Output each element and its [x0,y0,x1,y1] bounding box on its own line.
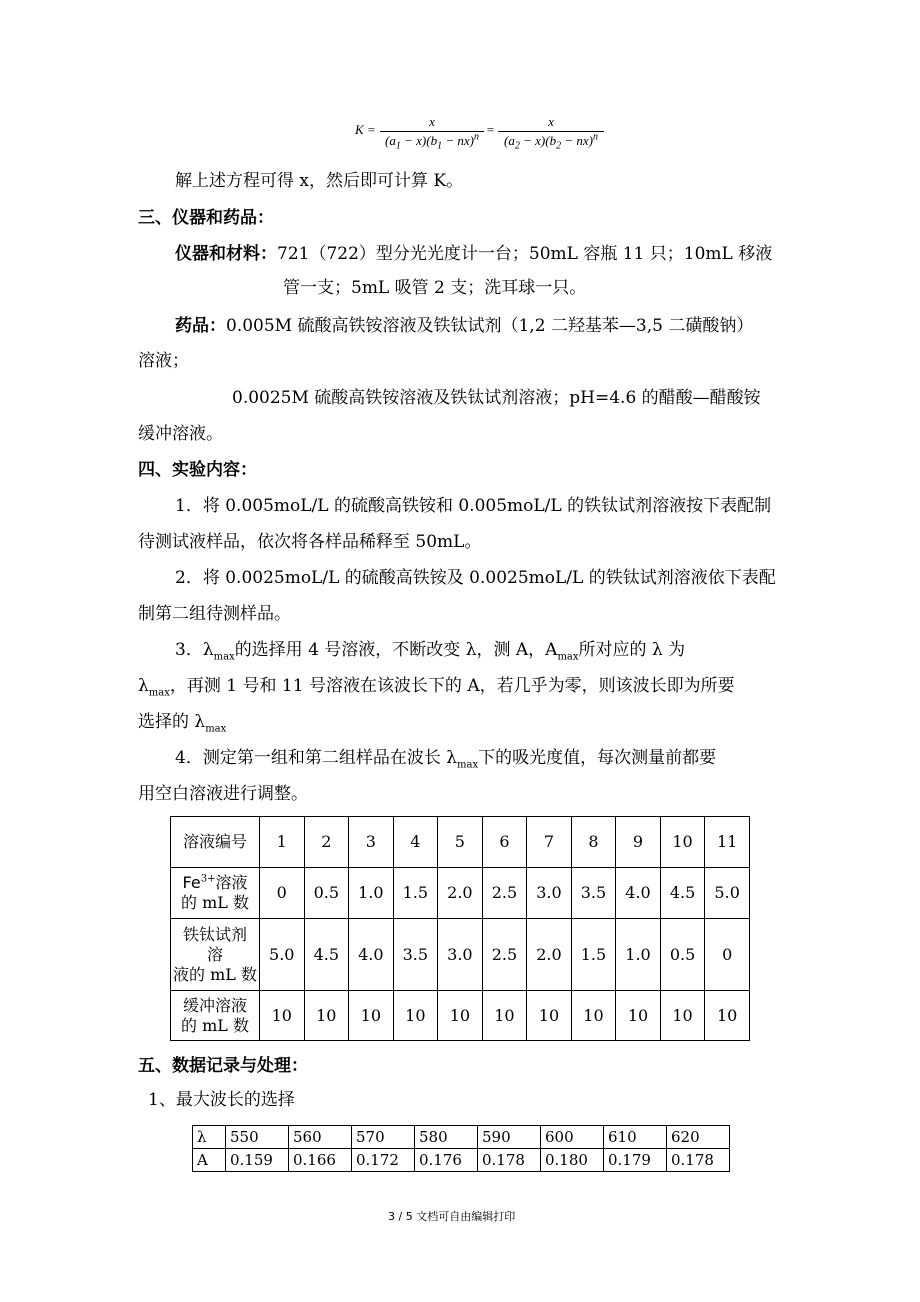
table-cell: 10 [393,991,438,1041]
table-cell: 10 [660,991,705,1041]
table-cell: 3.5 [571,868,616,919]
item3-line3: 选择的 $\lambda_{max}$ [138,712,227,735]
table-header-cell: $Fe^{3+}$溶液 的 mL 数 [171,868,260,919]
table-header-cell: λ [193,1126,226,1149]
section4-heading: 四、实验内容： [138,460,257,480]
table-cell: 10 [304,991,349,1041]
table-cell: 0.166 [289,1149,352,1172]
table-cell: 9 [616,817,661,868]
table-cell: 3.0 [438,919,483,991]
table-cell: 4.0 [349,919,394,991]
table-cell: 610 [604,1126,667,1149]
table-cell: 10 [438,991,483,1041]
table-cell: 5.0 [705,868,750,919]
table-cell: 600 [541,1126,604,1149]
table-cell: 5.0 [260,919,305,991]
formula-fraction-1: x $(a_1 - x)(b_1 - nx)^n$ [380,113,484,150]
table-cell: 3.5 [393,919,438,991]
formula-lhs: K = [355,122,376,137]
wavelength-table [192,1125,730,1172]
table-header-cell: 铁钛试剂 溶 液的 mL 数 [171,919,260,991]
table-cell: 550 [226,1126,289,1149]
table-cell: 10 [260,991,305,1041]
table-cell: 1.5 [393,868,438,919]
table-cell: 2.0 [438,868,483,919]
table-header-cell: A [193,1149,226,1172]
table-cell: 2.0 [527,919,572,991]
table-row-lambda [193,1126,730,1149]
table-cell: 1.0 [616,919,661,991]
para-solve: 解上述方程可得 x，然后即可计算 K。 [175,171,464,191]
table-cell: 560 [289,1126,352,1149]
table-cell: 3.0 [527,868,572,919]
table-cell: 4.5 [660,868,705,919]
table-row-ti [171,919,750,991]
section3-heading: 三、仪器和药品： [138,208,274,228]
formula-fraction-2: x $(a_2 - x)(b_2 - nx)^n$ [498,113,604,150]
drugs-line2: 溶液； [138,351,189,371]
section5-heading: 五、数据记录与处理： [138,1056,308,1076]
drugs-label: 药品： [175,316,226,336]
item1-line1: 1．将 0.005moL/L 的硫酸高铁铵和 0.005moL/L 的铁钛试剂溶液按下表配制 [175,496,772,516]
table-cell: 0.178 [478,1149,541,1172]
table-cell: 5 [438,817,483,868]
drugs-line4: 缓冲溶液。 [138,424,223,444]
item4-line1: 4．测定第一组和第二组样品在波长 $\lambda_{max}$下的吸光度值，每次测量前都要 [175,748,717,771]
table-cell: 0 [705,919,750,991]
table-header-cell: 缓冲溶液 的 mL 数 [171,991,260,1041]
solution-table [170,816,750,1041]
page-footer: 3 / 5 文档可自由编辑打印 [388,1210,516,1223]
table-cell: 1.0 [349,868,394,919]
table-cell: 620 [667,1126,730,1149]
table-cell: 2.5 [482,868,527,919]
table-cell: 6 [482,817,527,868]
table-cell: 0.5 [304,868,349,919]
item4-line2: 用空白溶液进行调整。 [138,784,308,804]
table-cell: 590 [478,1126,541,1149]
table-header-cell: 溶液编号 [171,817,260,868]
table-cell: 8 [571,817,616,868]
table-cell: 10 [616,991,661,1041]
section5-sub1: 1、最大波长的选择 [148,1090,295,1110]
item3-line1: 3．$\lambda_{max}$的选择用 4 号溶液，不断改变 λ，测 A，$A_{max}$所对应的 λ 为 [175,640,686,663]
table-row-fe [171,868,750,919]
table-cell: 4 [393,817,438,868]
table-cell: 0.179 [604,1149,667,1172]
instruments-line1: 仪器和材料：721（722）型分光光度计一台；50mL 容瓶 11 只；10mL 移液 [175,244,773,264]
table-cell: 570 [352,1126,415,1149]
formula-equals: = [486,122,495,137]
instruments-label: 仪器和材料： [175,244,277,264]
table-row-number [171,817,750,868]
table-cell: 0 [260,868,305,919]
item3-line2: $\lambda_{max}$，再测 1 号和 11 号溶液在该波长下的 A，若几乎为零，则该波长即为所要 [138,676,735,699]
item2-line2: 制第二组待测样品。 [138,604,291,624]
table-cell: 10 [349,991,394,1041]
item1-line2: 待测试液样品，依次将各样品稀释至 50mL。 [138,532,482,552]
table-cell: 3 [349,817,394,868]
drugs-line3: 0.0025M 硫酸高铁铵溶液及铁钛试剂溶液；pH=4.6 的醋酸—醋酸铵 [232,388,761,408]
table-cell: 7 [527,817,572,868]
table-cell: 10 [660,817,705,868]
table-cell: 0.5 [660,919,705,991]
item2-line1: 2．将 0.0025moL/L 的硫酸高铁铵及 0.0025moL/L 的铁钛试剂溶液依下表配 [175,568,776,588]
table-cell: 1.5 [571,919,616,991]
table-cell: 580 [415,1126,478,1149]
table-cell: 2 [304,817,349,868]
table-row-buffer [171,991,750,1041]
table-cell: 0.159 [226,1149,289,1172]
instruments-line2: 管一支；5mL 吸管 2 支；洗耳球一只。 [283,278,587,298]
drugs-line1: 药品：0.005M 硫酸高铁铵溶液及铁钛试剂（1,2 二羟基苯—3,5 二磺酸钠） [175,316,754,336]
table-cell: 1 [260,817,305,868]
table-cell: 0.176 [415,1149,478,1172]
table-cell: 0.180 [541,1149,604,1172]
table-cell: 11 [705,817,750,868]
table-cell: 4.0 [616,868,661,919]
table-cell: 0.172 [352,1149,415,1172]
table-cell: 10 [705,991,750,1041]
table-cell: 2.5 [482,919,527,991]
table-cell: 4.5 [304,919,349,991]
table-cell: 0.178 [667,1149,730,1172]
table-cell: 10 [482,991,527,1041]
table-row-absorbance [193,1149,730,1172]
table-cell: 10 [527,991,572,1041]
table-cell: 10 [571,991,616,1041]
